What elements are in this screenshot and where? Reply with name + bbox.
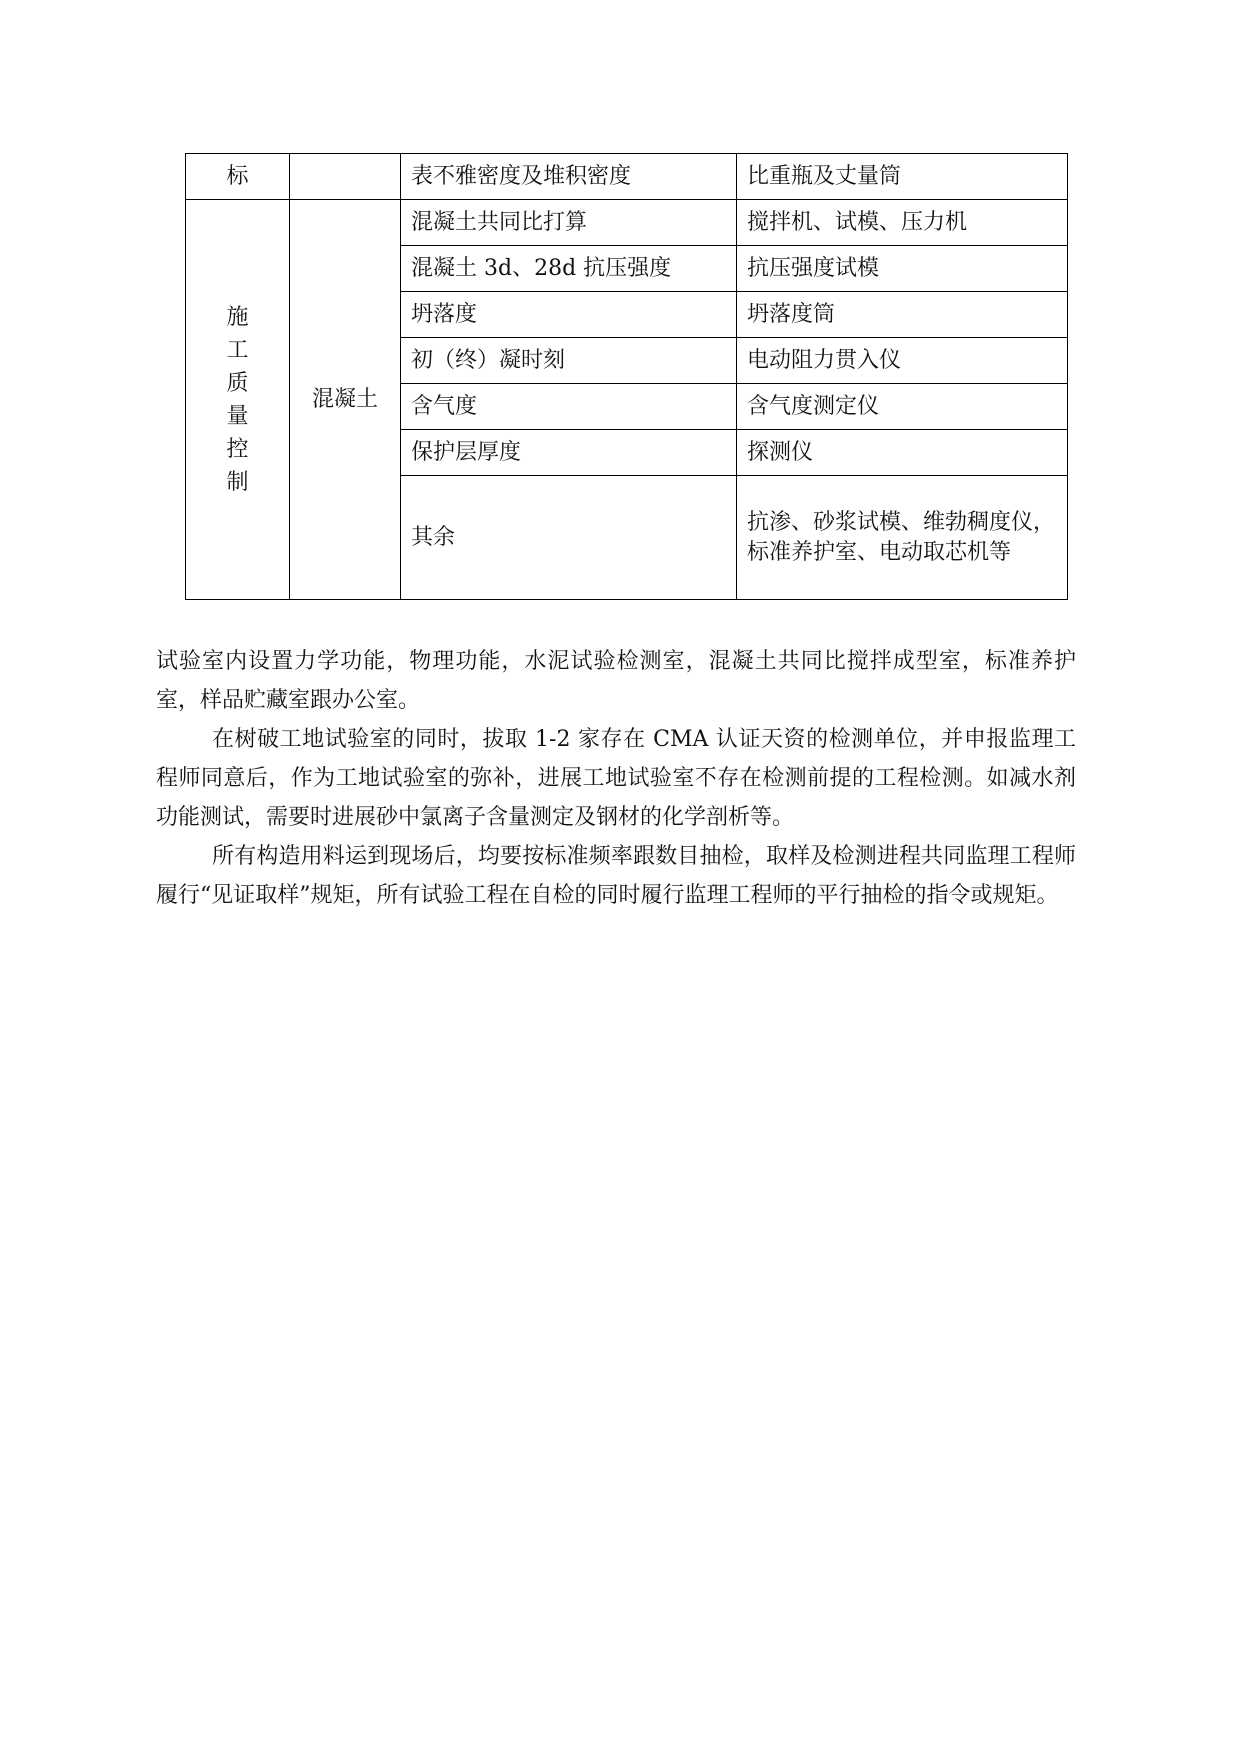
body-text (156, 642, 1076, 915)
table-cell-material: 混凝土 (290, 200, 401, 600)
table-cell-equipment: 搅拌机、试模、压力机 (737, 200, 1068, 246)
table-cell-item: 其余 (401, 476, 737, 600)
table-cell-equipment: 抗压强度试模 (737, 246, 1068, 292)
table-cell-item: 表不雅密度及堆积密度 (401, 154, 737, 200)
table-cell-item: 含气度 (401, 384, 737, 430)
table-cell-equipment: 比重瓶及丈量筒 (737, 154, 1068, 200)
paragraph-external-testing: 在树破工地试验室的同时，拔取 1-2 家存在 CMA 认证天资的检测单位，并申报监理工程师同意后，作为工地试验室的弥补，进展工地试验室不存在检测前提的工程检测。如减水剂功能测试，需要时进展砂中氯离子含量测定及钢材的化学剖析等。 (156, 727, 1076, 830)
table-cell-category-fragment: 标 (186, 154, 290, 200)
table-cell-item: 坍落度 (401, 292, 737, 338)
table-cell-equipment: 抗渗、砂浆试模、维勃稠度仪，标准养护室、电动取芯机等 (737, 476, 1068, 600)
table-cell-equipment: 含气度测定仪 (737, 384, 1068, 430)
table-cell-item: 初（终）凝时刻 (401, 338, 737, 384)
paragraph-lab-rooms: 试验室内设置力学功能，物理功能，水泥试验检测室，混凝土共同比搅拌成型室，标准养护室，样品贮藏室跟办公室。 (156, 649, 1076, 713)
table-row (186, 200, 1068, 246)
category-label: 施工质量控制 (226, 304, 249, 495)
testing-equipment-table (185, 153, 1068, 600)
table-cell-equipment: 坍落度筒 (737, 292, 1068, 338)
table-row (186, 154, 1068, 200)
table-cell-item: 混凝土共同比打算 (401, 200, 737, 246)
table-cell-equipment: 探测仪 (737, 430, 1068, 476)
table-cell-equipment: 电动阻力贯入仪 (737, 338, 1068, 384)
table-cell-category (186, 200, 290, 600)
table-cell-item: 混凝土 3d、28d 抗压强度 (401, 246, 737, 292)
paragraph-sampling: 所有构造用料运到现场后，均要按标准频率跟数目抽检，取样及检测进程共同监理工程师履行“见证取样”规矩，所有试验工程在自检的同时履行监理工程师的平行抽检的指令或规矩。 (156, 844, 1076, 908)
table-cell-item: 保护层厚度 (401, 430, 737, 476)
table-cell-material-empty (290, 154, 401, 200)
